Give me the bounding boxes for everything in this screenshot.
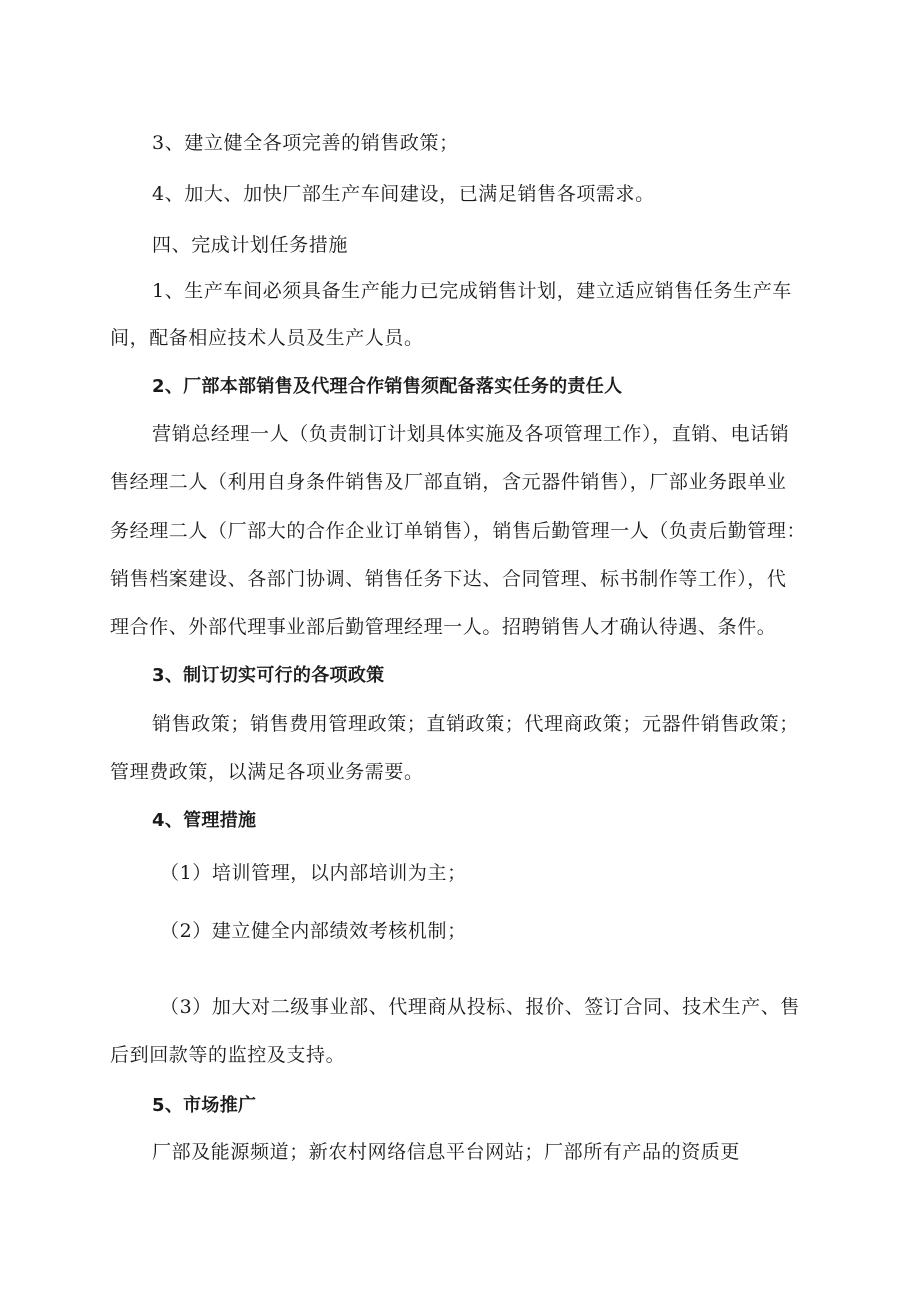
policy-item-4: 4、加大、加快厂部生产车间建设，已满足销售各项需求。	[152, 183, 655, 205]
section-heading-4: 四、完成计划任务措施	[152, 234, 349, 256]
management-item-3-line-1: （3）加大对二级事业部、代理商从投标、报价、签订合同、技术生产、售	[160, 996, 800, 1018]
staffing-line-5: 理合作、外部代理事业部后勤管理经理一人。招聘销售人才确认待遇、条件。	[110, 616, 777, 638]
staffing-line-3: 务经理二人（厂部大的合作企业订单销售），销售后勤管理一人（负责后勤管理：	[110, 520, 807, 542]
staffing-line-4: 销售档案建设、各部门协调、销售任务下达、合同管理、标书制作等工作），代	[110, 568, 787, 590]
policies-line-1: 销售政策；销售费用管理政策；直销政策；代理商政策；元器件销售政策；	[152, 713, 799, 735]
subheading-3: 3、制订切实可行的各项政策	[152, 665, 385, 686]
management-item-1: （1）培训管理，以内部培训为主；	[160, 862, 467, 884]
policies-line-2: 管理费政策，以满足各项业务需要。	[110, 761, 424, 783]
subheading-5: 5、市场推广	[152, 1095, 257, 1116]
subheading-2: 2、厂部本部销售及代理合作销售须配备落实任务的责任人	[152, 376, 623, 397]
subheading-4: 4、管理措施	[152, 810, 257, 831]
promotion-line-1: 厂部及能源频道；新农村网络信息平台网站；厂部所有产品的资质更	[152, 1141, 741, 1163]
measure-1-line-2: 间，配备相应技术人员及生产人员。	[110, 327, 424, 349]
policy-item-3: 3、建立健全各项完善的销售政策；	[152, 132, 459, 154]
staffing-line-1: 营销总经理一人（负责制订计划具体实施及各项管理工作），直销、电话销	[152, 423, 790, 445]
staffing-line-2: 售经理二人（利用自身条件销售及厂部直销，含元器件销售），厂部业务跟单业	[110, 471, 787, 493]
management-item-2: （2）建立健全内部绩效考核机制；	[160, 920, 467, 942]
measure-1-line-1: 1、生产车间必须具备生产能力已完成销售计划，建立适应销售任务生产车	[152, 280, 792, 302]
management-item-3-line-2: 后到回款等的监控及支持。	[110, 1044, 346, 1066]
